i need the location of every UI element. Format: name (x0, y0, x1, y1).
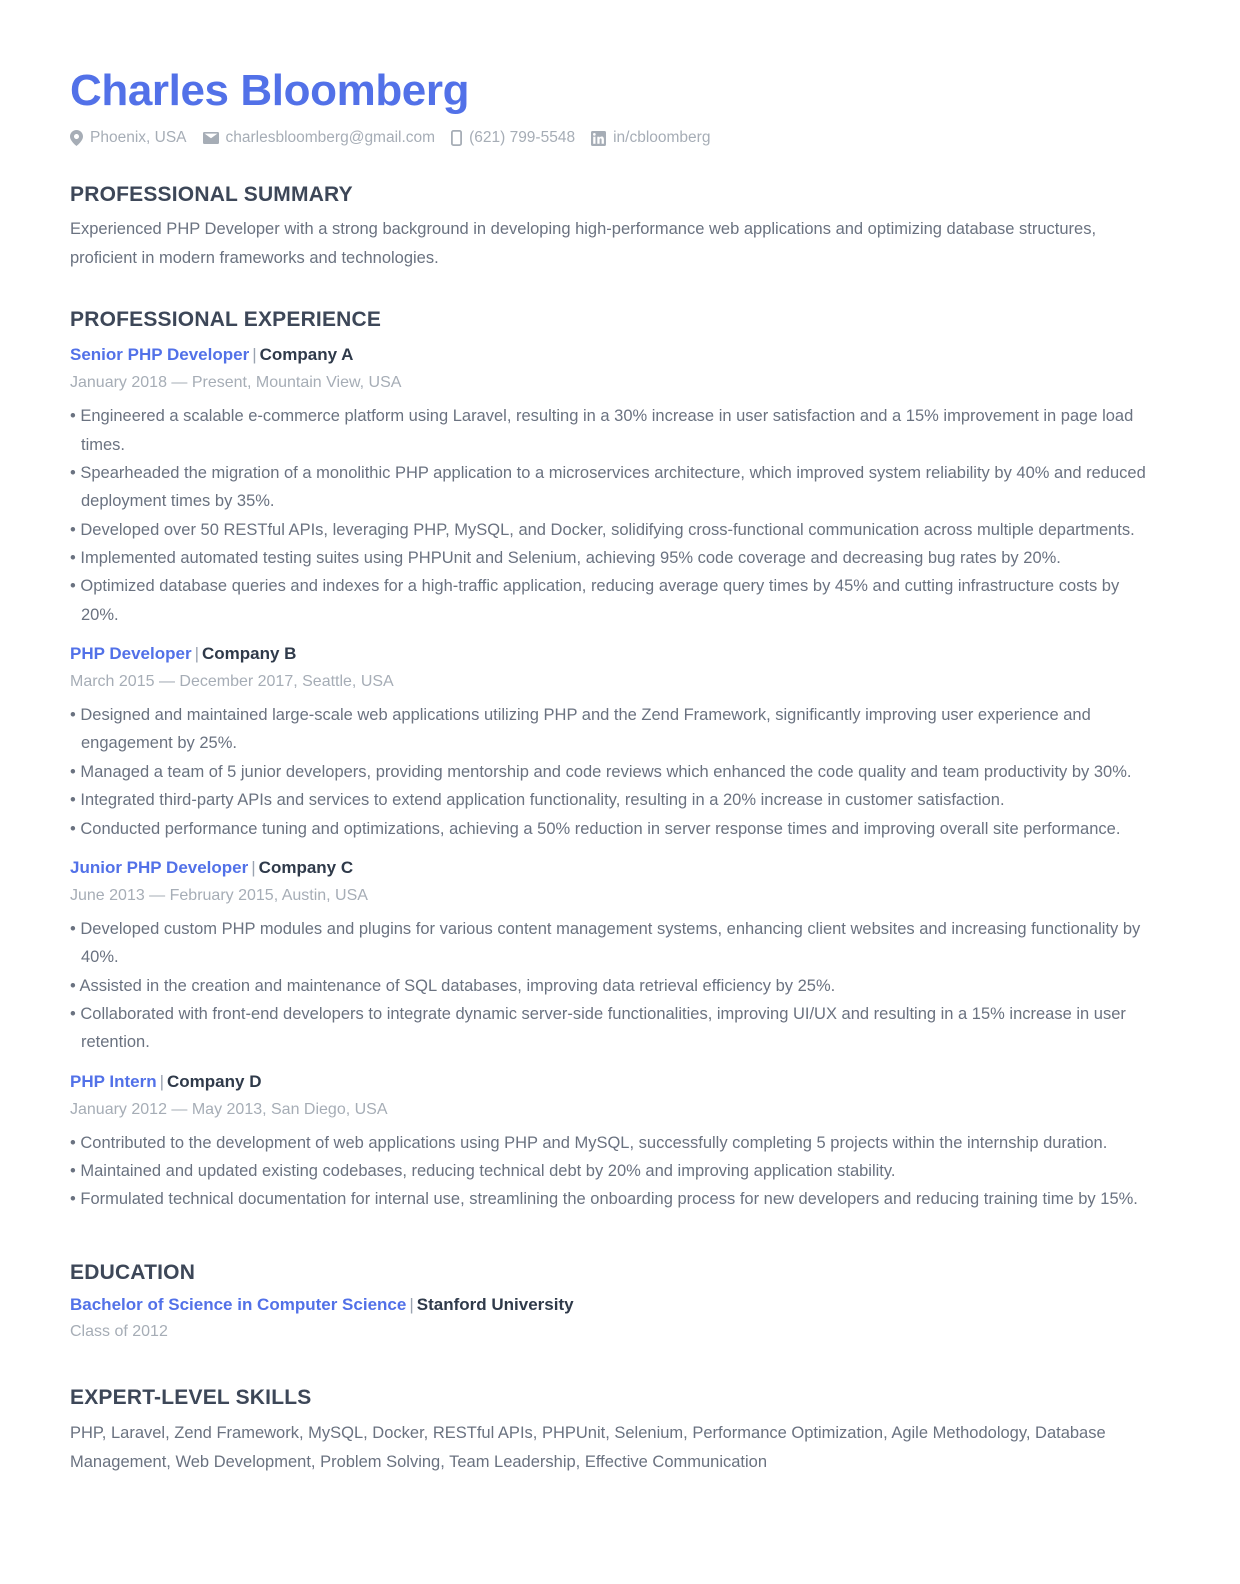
summary-text: Experienced PHP Developer with a strong background in developing high-performance web applications and optimizing database structures, proficient in modern frameworks and technologies. (70, 220, 1097, 267)
experience-entry (70, 643, 1170, 843)
envelope-icon (203, 132, 219, 144)
job-title: Junior PHP Developer (70, 857, 249, 877)
skills-heading: EXPERT-LEVEL SKILLS (70, 1386, 312, 1410)
education-heading: EDUCATION (70, 1260, 196, 1284)
phone-icon (451, 130, 462, 146)
experience-entry (70, 344, 1170, 629)
candidate-name: Charles Bloomberg (70, 66, 470, 115)
experience-entry (70, 1071, 1170, 1214)
contact-info-bar (70, 130, 1170, 146)
job-separator: | (194, 644, 199, 664)
job-header (70, 643, 1170, 665)
job-title: PHP Intern (70, 1071, 157, 1091)
job-dates-location: June 2013 — February 2015, Austin, USA (70, 887, 368, 905)
education-entry-header (70, 1294, 1170, 1316)
job-bullet-list (70, 701, 1170, 843)
job-dates-location: March 2015 — December 2017, Seattle, USA (70, 673, 394, 691)
job-header (70, 344, 1170, 366)
education-school: Stanford University (416, 1294, 574, 1314)
job-bullet: • Optimized database queries and indexes for a high-traffic application, reducing average query times by 45% and cutting infrastructure costs by 20%. (70, 577, 1120, 624)
job-bullet: • Engineered a scalable e-commerce platform using Laravel, resulting in a 30% increase in user satisfaction and a 15% improvement in page load times. (70, 407, 1134, 454)
job-bullet: • Integrated third-party APIs and services to extend application functionality, resulting in a 20% increase in customer satisfaction. (70, 791, 1005, 810)
location-pin-icon (70, 130, 83, 146)
job-bullet: • Formulated technical documentation for internal use, streamlining the onboarding process for new developers and reducing training time by 15%. (70, 1190, 1138, 1209)
job-company: Company C (258, 857, 354, 877)
education-class-year: Class of 2012 (70, 1323, 168, 1341)
section-professional-summary (70, 182, 1170, 272)
section-professional-experience (70, 307, 1170, 1214)
job-bullet: • Managed a team of 5 junior developers, providing mentorship and code reviews which enhanced the code quality and team productivity by 30%. (70, 762, 1132, 781)
job-header (70, 857, 1170, 879)
contact-location-text: Phoenix, USA (90, 129, 187, 147)
job-bullet: • Spearheaded the migration of a monolithic PHP application to a microservices architecture, which improved system reliability by 40% and reduced deployment times by 35%. (70, 463, 1146, 511)
job-bullet-list (70, 915, 1170, 1057)
job-bullet: • Designed and maintained large-scale web applications utilizing PHP and the Zend Framework, significantly improving user experience and engagement by 25%. (70, 706, 1091, 753)
job-bullet: • Assisted in the creation and maintenance of SQL databases, improving data retrieval efficiency by 25%. (70, 976, 836, 995)
contact-linkedin (591, 130, 710, 146)
education-separator: | (409, 1294, 414, 1314)
contact-phone (451, 130, 575, 146)
job-dates-location: January 2012 — May 2013, San Diego, USA (70, 1100, 388, 1118)
job-company: Company A (259, 345, 354, 365)
contact-email (203, 130, 436, 146)
job-title: PHP Developer (70, 644, 192, 664)
experience-entry (70, 857, 1170, 1057)
job-separator: | (159, 1071, 165, 1091)
job-bullet: • Conducted performance tuning and optimizations, achieving a 50% reduction in server response times and improving overall site performance. (70, 819, 1121, 838)
job-company: Company D (167, 1071, 262, 1091)
job-bullet: • Contributed to the development of web applications using PHP and MySQL, successfully completing 5 projects within the internship duration. (70, 1133, 1108, 1152)
contact-linkedin-text: in/cbloomberg (613, 129, 711, 147)
job-dates-location: January 2018 — Present, Mountain View, USA (70, 374, 402, 392)
job-bullet-list (70, 402, 1170, 629)
skills-list-text: PHP, Laravel, Zend Framework, MySQL, Docker, RESTful APIs, PHPUnit, Selenium, Performance Optimization, Agile Methodology, Database Management, Web Development, Problem Solving, Team Leadership, Effective Communication (70, 1424, 1106, 1471)
contact-phone-text: (621) 799-5548 (469, 129, 576, 147)
contact-email-text: charlesbloomberg@gmail.com (225, 129, 436, 147)
education-degree: Bachelor of Science in Computer Science (70, 1294, 407, 1314)
job-bullet: • Developed over 50 RESTful APIs, leveraging PHP, MySQL, and Docker, solidifying cross-functional communication across multiple departments. (70, 520, 1135, 539)
section-education (70, 1260, 1170, 1341)
job-bullet-list (70, 1129, 1170, 1214)
job-title: Senior PHP Developer (70, 345, 250, 365)
experience-heading: PROFESSIONAL EXPERIENCE (70, 308, 382, 332)
section-skills (70, 1385, 1170, 1476)
job-bullet: • Maintained and updated existing codebases, reducing technical debt by 20% and improving application stability. (70, 1162, 896, 1180)
contact-location (70, 130, 187, 146)
job-bullet: • Collaborated with front-end developers to integrate dynamic server-side functionalities, improving UI/UX and resulting in a 15% increase in user retention. (70, 1004, 1126, 1052)
job-bullet: • Implemented automated testing suites using PHPUnit and Selenium, achieving 95% code coverage and decreasing bug rates by 20%. (70, 549, 1061, 568)
summary-heading: PROFESSIONAL SUMMARY (70, 183, 353, 207)
job-company: Company B (202, 644, 297, 664)
job-bullet: • Developed custom PHP modules and plugins for various content management systems, enhancing client websites and increasing functionality by 40%. (70, 919, 1141, 967)
job-header (70, 1071, 1170, 1093)
job-separator: | (251, 857, 256, 877)
job-separator: | (252, 345, 257, 365)
linkedin-icon (591, 131, 606, 146)
